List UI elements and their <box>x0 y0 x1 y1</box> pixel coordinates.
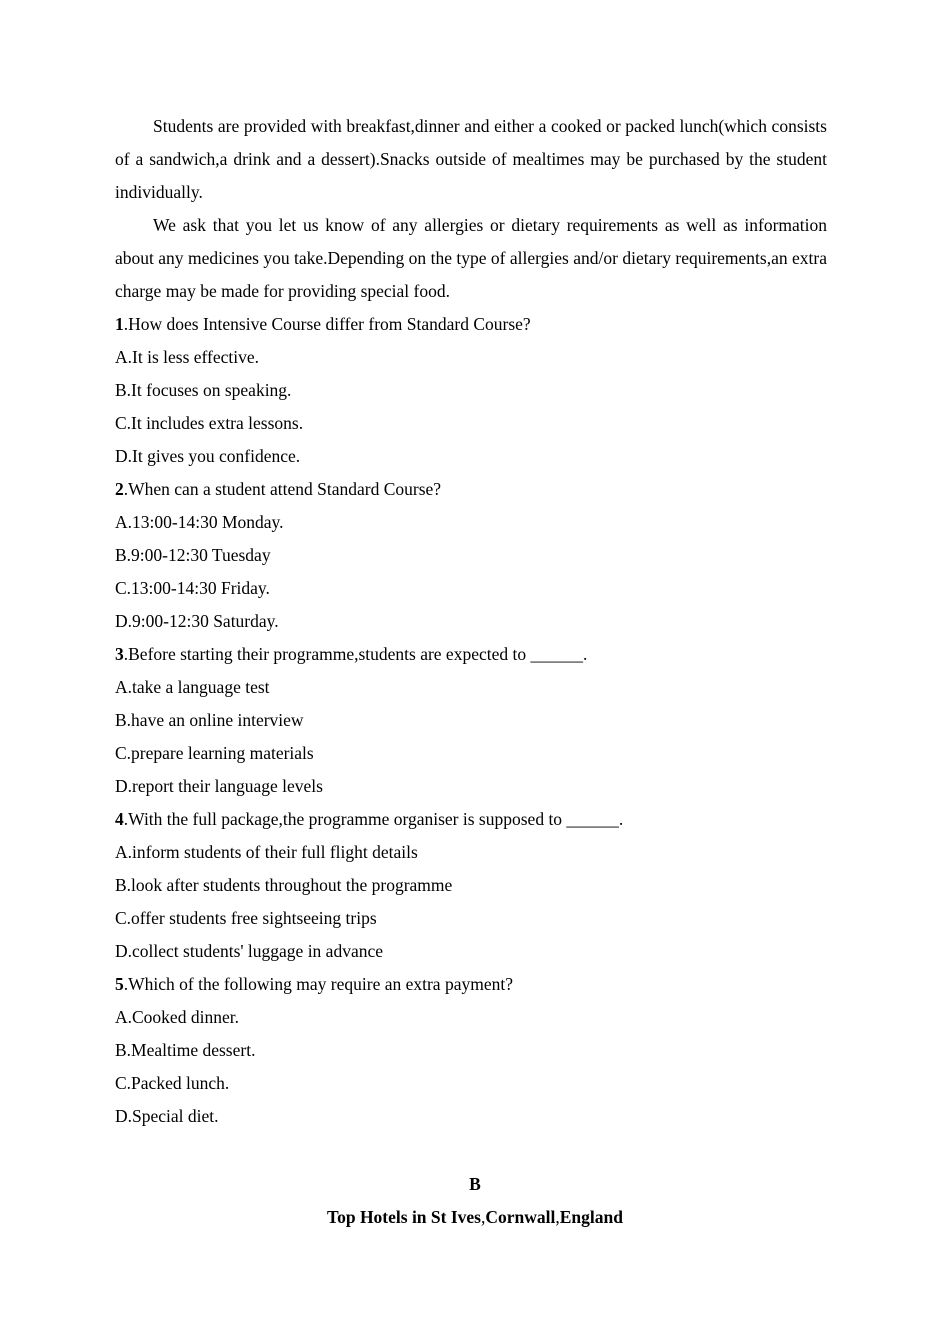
question-3 <box>115 638 827 671</box>
question-text: .Before starting their programme,students are expected to ______. <box>123 644 588 664</box>
question-4-option-d: D.collect students' luggage in advance <box>115 941 383 961</box>
question-1-option-b: B.It focuses on speaking. <box>115 380 292 400</box>
passage-paragraph-1: Students are provided with breakfast,dinner and either a cooked or packed lunch(which consists of a sandwich,a drink and a dessert).Snacks outside of mealtimes may be purchased by the student individually. <box>115 116 827 202</box>
question-text: .Which of the following may require an extra payment? <box>123 974 513 994</box>
question-1-option-d: D.It gives you confidence. <box>115 446 301 466</box>
question-2-option-b: B.9:00-12:30 Tuesday <box>115 545 271 565</box>
question-2 <box>115 473 827 506</box>
question-4-option-c: C.offer students free sightseeing trips <box>115 908 377 928</box>
question-3-option-c: C.prepare learning materials <box>115 743 314 763</box>
question-text: .When can a student attend Standard Course? <box>123 479 442 499</box>
question-number: 3 <box>115 644 124 664</box>
passage-paragraph-2: We ask that you let us know of any allergies or dietary requirements as well as information about any medicines you take.Depending on the type of allergies and/or dietary requirements,an extra charge may be made for providing special food. <box>115 215 827 301</box>
question-4 <box>115 803 827 836</box>
question-number: 4 <box>115 809 124 829</box>
question-number: 5 <box>115 974 124 994</box>
question-1-option-c: C.It includes extra lessons. <box>115 413 304 433</box>
section-title-part: England <box>559 1207 623 1227</box>
question-3-option-a: A.take a language test <box>115 677 270 697</box>
question-5-option-c: C.Packed lunch. <box>115 1073 230 1093</box>
question-number: 1 <box>115 314 124 334</box>
section-letter: B <box>469 1174 481 1194</box>
question-number: 2 <box>115 479 124 499</box>
question-5 <box>115 968 827 1001</box>
question-text: .With the full package,the programme organiser is supposed to ______. <box>123 809 624 829</box>
question-text: .How does Intensive Course differ from Standard Course? <box>123 314 531 334</box>
question-1-option-a: A.It is less effective. <box>115 347 260 367</box>
section-title-part: Cornwall <box>485 1207 556 1227</box>
section-title <box>115 1201 835 1234</box>
section-title-separator: , <box>481 1207 486 1227</box>
question-2-option-d: D.9:00-12:30 Saturday. <box>115 611 279 631</box>
question-3-option-d: D.report their language levels <box>115 776 323 796</box>
question-2-option-c: C.13:00-14:30 Friday. <box>115 578 270 598</box>
section-title-separator: , <box>555 1207 560 1227</box>
question-1 <box>115 308 827 341</box>
question-5-option-b: B.Mealtime dessert. <box>115 1040 256 1060</box>
question-4-option-a: A.inform students of their full flight details <box>115 842 418 862</box>
question-2-option-a: A.13:00-14:30 Monday. <box>115 512 284 532</box>
document-page <box>115 110 827 1227</box>
question-5-option-d: D.Special diet. <box>115 1106 219 1126</box>
question-4-option-b: B.look after students throughout the programme <box>115 875 453 895</box>
question-5-option-a: A.Cooked dinner. <box>115 1007 239 1027</box>
section-title-part: Top Hotels in St Ives <box>327 1207 481 1227</box>
question-3-option-b: B.have an online interview <box>115 710 304 730</box>
